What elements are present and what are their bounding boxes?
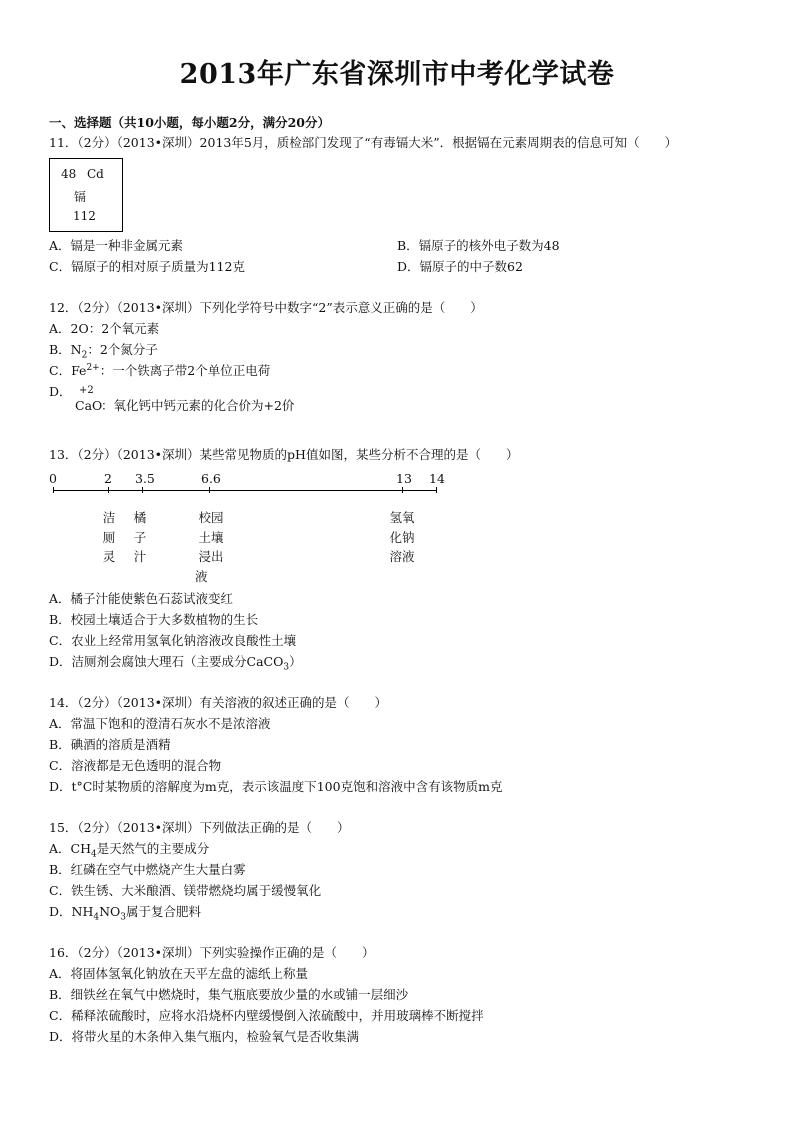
q11-option-a: A．镉是一种非金属元素 xyxy=(49,238,184,253)
ph-tick xyxy=(402,487,403,493)
q13-option-b: B．校园土壤适合于大多数植物的生长 xyxy=(49,612,259,627)
q11-option-b: B．镉原子的核外电子数为48 xyxy=(397,238,560,253)
ph-tick-label: 13 xyxy=(396,471,412,486)
ph-tick-label: 14 xyxy=(429,471,445,486)
q15-stem: 15．（2分）（2013•深圳）下列做法正确的是（ ） xyxy=(49,820,350,835)
q16-option-d: D．将带火星的木条伸入集气瓶内，检验氧气是否收集满 xyxy=(49,1029,360,1044)
q13-option-c: C．农业上经常用氢氧化钠溶液改良酸性土壤 xyxy=(49,633,297,648)
q15-option-a: A．$CH_4$是天然气的主要成分 xyxy=(49,841,210,860)
ph-tick-label: 3.5 xyxy=(135,471,155,486)
ph-tick-label: 6.6 xyxy=(201,471,221,486)
q15-option-b: B．红磷在空气中燃烧产生大量白雾 xyxy=(49,862,246,877)
q12-stem: 12．（2分）（2013•深圳）下列化学符号中数字“2”表示意义正确的是（ ） xyxy=(49,300,483,315)
atomic-number: 48 xyxy=(61,167,77,181)
substance-label-naoh-solution: 氢氧 化钠 溶液 xyxy=(389,510,415,564)
q14-option-b: B．碘酒的溶质是酒精 xyxy=(49,737,171,752)
q11-stem: 11．（2分）（2013•深圳）2013年5月，质检部门发现了“有毒镉大米”．根据镉在元素周期表的信息可知（ ） xyxy=(49,135,678,150)
atomic-mass: 112 xyxy=(73,209,96,223)
element-symbol: Cd xyxy=(87,167,104,181)
q12-option-c: C．$Fe^{2+}$：一个铁离子带2个单位正电荷 xyxy=(49,362,271,378)
q12-option-d-label: D． xyxy=(49,384,72,399)
q14-option-d: D．t°C时某物质的溶解度为m克，表示该温度下100克饱和溶液中含有该物质m克 xyxy=(49,779,503,794)
periodic-table-cell xyxy=(49,158,123,232)
ph-tick xyxy=(53,487,54,493)
section-heading: 一、选择题（共10小题，每小题2分，满分20分） xyxy=(49,115,330,130)
valence-charge: +2 xyxy=(79,385,94,396)
substance-label-toilet-cleaner: 洁 厕 灵 xyxy=(102,510,116,564)
ph-tick xyxy=(142,487,143,493)
q11-option-d: D．镉原子的中子数62 xyxy=(397,259,523,274)
q16-option-c: C．稀释浓硫酸时，应将水沿烧杯内壁缓慢倒入浓硫酸中，并用玻璃棒不断搅拌 xyxy=(49,1008,484,1023)
ph-tick xyxy=(436,487,437,493)
q14-stem: 14．（2分）（2013•深圳）有关溶液的叙述正确的是（ ） xyxy=(49,695,388,710)
q13-option-d: D．洁厕剂会腐蚀大理石（主要成分CaCO$_3$） xyxy=(49,654,302,673)
ph-tick xyxy=(108,487,109,493)
q11-option-c: C．镉原子的相对原子质量为112克 xyxy=(49,259,245,274)
substance-label-soil-extract: 校园 土壤 浸出 液 xyxy=(195,510,224,584)
ph-tick-label: 0 xyxy=(49,471,57,486)
q12-option-d-formula: CaO xyxy=(75,398,103,413)
ph-axis xyxy=(53,490,437,491)
q15-option-d: D．$NH_4NO_3$属于复合肥料 xyxy=(49,904,202,923)
q12-option-b: B．$N_2$：2个氮分子 xyxy=(49,342,158,361)
ph-tick xyxy=(209,487,210,493)
ph-tick-label: 2 xyxy=(104,471,112,486)
q14-option-a: A．常温下饱和的澄清石灰水不是浓溶液 xyxy=(49,716,271,731)
q13-option-a: A．橘子汁能使紫色石蕊试液变红 xyxy=(49,591,234,606)
q16-option-a: A．将固体氢氧化钠放在天平左盘的滤纸上称量 xyxy=(49,966,309,981)
page-title: 2013年广东省深圳市中考化学试卷 xyxy=(179,59,615,90)
substance-label-orange-juice: 橘 子 汁 xyxy=(133,510,147,564)
q12-option-a: A．2O：2个氧元素 xyxy=(49,321,160,336)
q13-stem: 13．（2分）（2013•深圳）某些常见物质的pH值如图，某些分析不合理的是（ ） xyxy=(49,447,519,462)
q16-option-b: B．细铁丝在氧气中燃烧时，集气瓶底要放少量的水或铺一层细沙 xyxy=(49,987,409,1002)
q16-stem: 16．（2分）（2013•深圳）下列实验操作正确的是（ ） xyxy=(49,945,375,960)
q14-option-c: C．溶液都是无色透明的混合物 xyxy=(49,758,222,773)
q12-option-d-text: ：氧化钙中钙元素的化合价为+2价 xyxy=(101,398,295,413)
element-name: 镉 xyxy=(74,190,87,204)
q15-option-c: C．铁生锈、大米酿酒、镁带燃烧均属于缓慢氧化 xyxy=(49,883,322,898)
